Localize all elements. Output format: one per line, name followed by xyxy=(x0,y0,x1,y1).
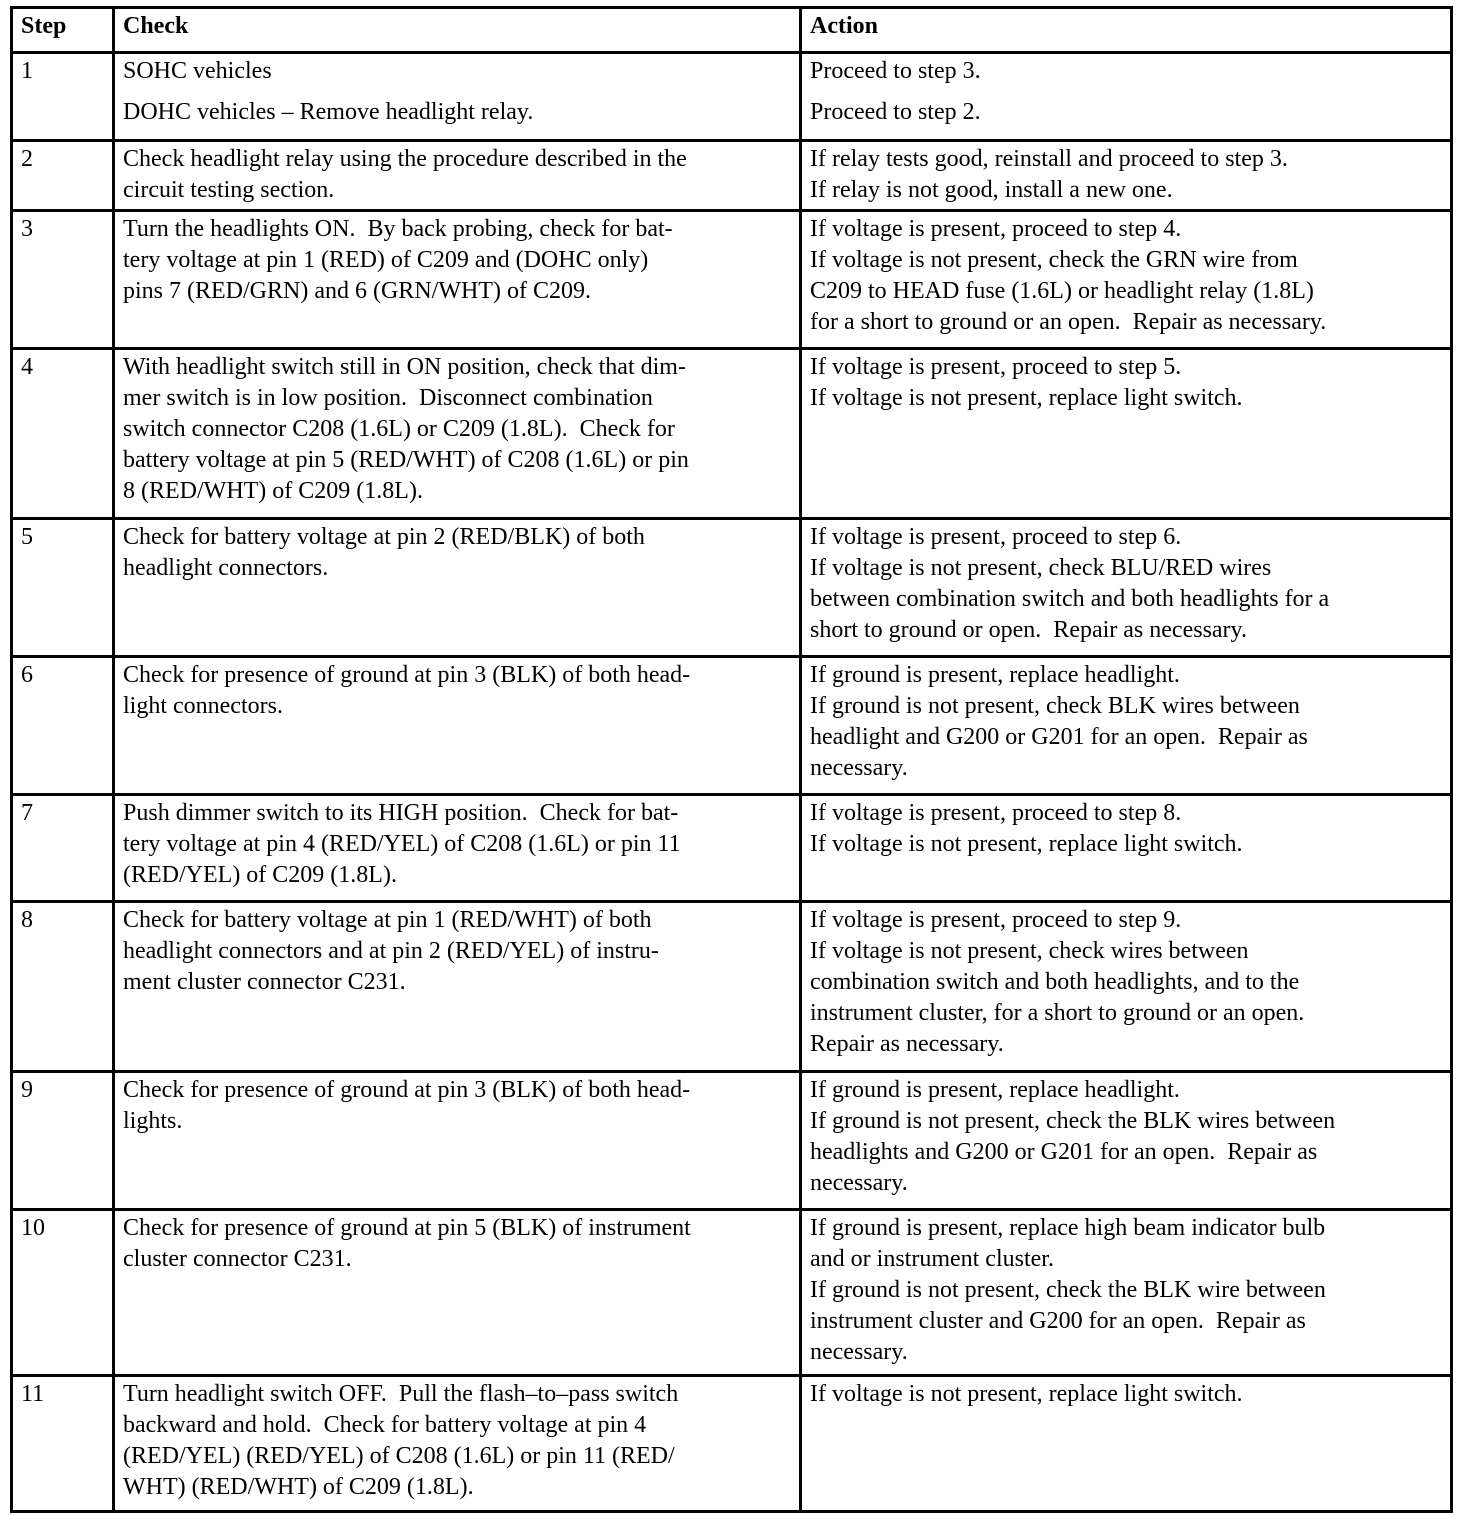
check-cell xyxy=(114,1210,801,1376)
check-text-line: backward and hold. Check for battery voltage at pin 4 xyxy=(123,1412,647,1438)
table-row xyxy=(12,1072,1452,1210)
check-text-line: headlight connectors. xyxy=(123,555,329,581)
check-text-line: tery voltage at pin 4 (RED/YEL) of C208 (1.6L) or pin 11 xyxy=(123,831,681,857)
check-cell xyxy=(114,141,801,211)
action-cell xyxy=(801,211,1452,349)
action-text-line: If relay is not good, install a new one. xyxy=(810,177,1173,203)
table-body xyxy=(12,53,1452,1512)
check-text-line: SOHC vehicles xyxy=(123,58,272,84)
table-row xyxy=(12,1376,1452,1512)
check-cell xyxy=(114,519,801,657)
table-row xyxy=(12,902,1452,1072)
action-text-line: between combination switch and both headlights for a xyxy=(810,586,1330,612)
action-text-line: If voltage is not present, check the GRN wire from xyxy=(810,247,1298,273)
action-text-line: If voltage is present, proceed to step 9. xyxy=(810,907,1182,933)
check-text-line: Check headlight relay using the procedure described in the xyxy=(123,146,687,172)
step-number: 2 xyxy=(12,141,114,211)
header-step: Step xyxy=(12,8,114,53)
action-text-line: If voltage is present, proceed to step 8. xyxy=(810,800,1182,826)
action-text-line: necessary. xyxy=(810,1170,908,1196)
action-text-line: If voltage is not present, replace light switch. xyxy=(810,1381,1243,1407)
action-cell xyxy=(801,657,1452,795)
check-cell xyxy=(114,657,801,795)
action-text-line: If ground is not present, check the BLK wire between xyxy=(810,1277,1326,1303)
action-text-line: combination switch and both headlights, and to the xyxy=(810,969,1300,995)
action-text-line: necessary. xyxy=(810,1339,908,1365)
action-text-line: Proceed to step 3. xyxy=(810,58,981,84)
check-text-line: tery voltage at pin 1 (RED) of C209 and (DOHC only) xyxy=(123,247,649,273)
check-cell xyxy=(114,795,801,902)
step-number: 5 xyxy=(12,519,114,657)
action-text-line: C209 to HEAD fuse (1.6L) or headlight relay (1.8L) xyxy=(810,278,1314,304)
action-text-line: headlight and G200 or G201 for an open. Repair as xyxy=(810,724,1308,750)
action-text-line: If voltage is present, proceed to step 5. xyxy=(810,354,1182,380)
header-row xyxy=(12,8,1452,53)
table-row xyxy=(12,519,1452,657)
step-number: 8 xyxy=(12,902,114,1072)
check-cell xyxy=(114,1376,801,1512)
table-row xyxy=(12,53,1452,141)
action-text-line: If ground is present, replace headlight. xyxy=(810,1077,1180,1103)
action-text-line: necessary. xyxy=(810,755,908,781)
check-text-line: pins 7 (RED/GRN) and 6 (GRN/WHT) of C209. xyxy=(123,278,591,304)
action-cell xyxy=(801,902,1452,1072)
check-text-line: ment cluster connector C231. xyxy=(123,969,406,995)
step-number: 6 xyxy=(12,657,114,795)
step-number: 1 xyxy=(12,53,114,141)
action-text-line: instrument cluster, for a short to ground or an open. xyxy=(810,1000,1305,1026)
check-cell xyxy=(114,211,801,349)
check-text-line: With headlight switch still in ON position, check that dim- xyxy=(123,354,686,380)
check-text-line: battery voltage at pin 5 (RED/WHT) of C208 (1.6L) or pin xyxy=(123,447,689,473)
action-text-line: If ground is present, replace high beam indicator bulb xyxy=(810,1215,1326,1241)
check-text-line: switch connector C208 (1.6L) or C209 (1.8L). Check for xyxy=(123,416,675,442)
action-cell xyxy=(801,1376,1452,1512)
action-cell xyxy=(801,53,1452,141)
check-text-line: Check for presence of ground at pin 3 (BLK) of both head- xyxy=(123,1077,691,1103)
action-text-line: and or instrument cluster. xyxy=(810,1246,1054,1272)
action-text-line: Proceed to step 2. xyxy=(810,99,981,125)
check-text-line: mer switch is in low position. Disconnect combination xyxy=(123,385,653,411)
check-text-line: WHT) (RED/WHT) of C209 (1.8L). xyxy=(123,1474,474,1500)
action-text-line: Repair as necessary. xyxy=(810,1031,1004,1057)
action-text-line: If relay tests good, reinstall and proceed to step 3. xyxy=(810,146,1288,172)
action-text-line: instrument cluster and G200 for an open. Repair as xyxy=(810,1308,1306,1334)
check-text-line: light connectors. xyxy=(123,693,283,719)
step-number: 4 xyxy=(12,349,114,519)
action-cell xyxy=(801,141,1452,211)
table-row xyxy=(12,1210,1452,1376)
check-text-line: 8 (RED/WHT) of C209 (1.8L). xyxy=(123,478,423,504)
action-text-line: If voltage is present, proceed to step 4. xyxy=(810,216,1182,242)
check-text-line: DOHC vehicles – Remove headlight relay. xyxy=(123,99,534,125)
action-text-line: If voltage is not present, check wires between xyxy=(810,938,1249,964)
check-text-line: Check for presence of ground at pin 5 (BLK) of instrument xyxy=(123,1215,691,1241)
check-text-line: headlight connectors and at pin 2 (RED/YEL) of instru- xyxy=(123,938,659,964)
step-number: 9 xyxy=(12,1072,114,1210)
check-text-line: Check for presence of ground at pin 3 (BLK) of both head- xyxy=(123,662,691,688)
check-cell xyxy=(114,349,801,519)
table-row xyxy=(12,211,1452,349)
action-text-line: for a short to ground or an open. Repair as necessary. xyxy=(810,309,1327,335)
action-text-line: If voltage is not present, check BLU/RED wires xyxy=(810,555,1272,581)
diagnostic-table xyxy=(10,6,1453,1513)
check-text-line: cluster connector C231. xyxy=(123,1246,352,1272)
action-cell xyxy=(801,1072,1452,1210)
header-check: Check xyxy=(114,8,801,53)
action-text-line: If ground is not present, check BLK wires between xyxy=(810,693,1300,719)
check-text-line: lights. xyxy=(123,1108,183,1134)
check-cell xyxy=(114,53,801,141)
action-text-line: headlights and G200 or G201 for an open. Repair as xyxy=(810,1139,1318,1165)
check-text-line: Check for battery voltage at pin 2 (RED/BLK) of both xyxy=(123,524,645,550)
table-row xyxy=(12,349,1452,519)
action-text-line: short to ground or open. Repair as necessary. xyxy=(810,617,1247,643)
action-text-line: If ground is not present, check the BLK wires between xyxy=(810,1108,1336,1134)
step-number: 3 xyxy=(12,211,114,349)
action-text-line: If voltage is present, proceed to step 6. xyxy=(810,524,1182,550)
action-cell xyxy=(801,349,1452,519)
check-text-line: Turn headlight switch OFF. Pull the flash–to–pass switch xyxy=(123,1381,679,1407)
check-cell xyxy=(114,1072,801,1210)
action-text-line: If ground is present, replace headlight. xyxy=(810,662,1180,688)
action-cell xyxy=(801,519,1452,657)
action-text-line: If voltage is not present, replace light switch. xyxy=(810,831,1243,857)
check-cell xyxy=(114,902,801,1072)
step-number: 7 xyxy=(12,795,114,902)
step-number: 10 xyxy=(12,1210,114,1376)
check-text-line: circuit testing section. xyxy=(123,177,335,203)
action-text-line: If voltage is not present, replace light switch. xyxy=(810,385,1243,411)
check-text-line: (RED/YEL) of C209 (1.8L). xyxy=(123,862,397,888)
check-text-line: (RED/YEL) (RED/YEL) of C208 (1.6L) or pin 11 (RED/ xyxy=(123,1443,675,1469)
check-text-line: Push dimmer switch to its HIGH position. Check for bat- xyxy=(123,800,679,826)
check-text-line: Turn the headlights ON. By back probing, check for bat- xyxy=(123,216,673,242)
table-row xyxy=(12,795,1452,902)
table-row xyxy=(12,141,1452,211)
action-cell xyxy=(801,795,1452,902)
table-row xyxy=(12,657,1452,795)
step-number: 11 xyxy=(12,1376,114,1512)
action-cell xyxy=(801,1210,1452,1376)
check-text-line: Check for battery voltage at pin 1 (RED/WHT) of both xyxy=(123,907,652,933)
header-action: Action xyxy=(801,8,1452,53)
